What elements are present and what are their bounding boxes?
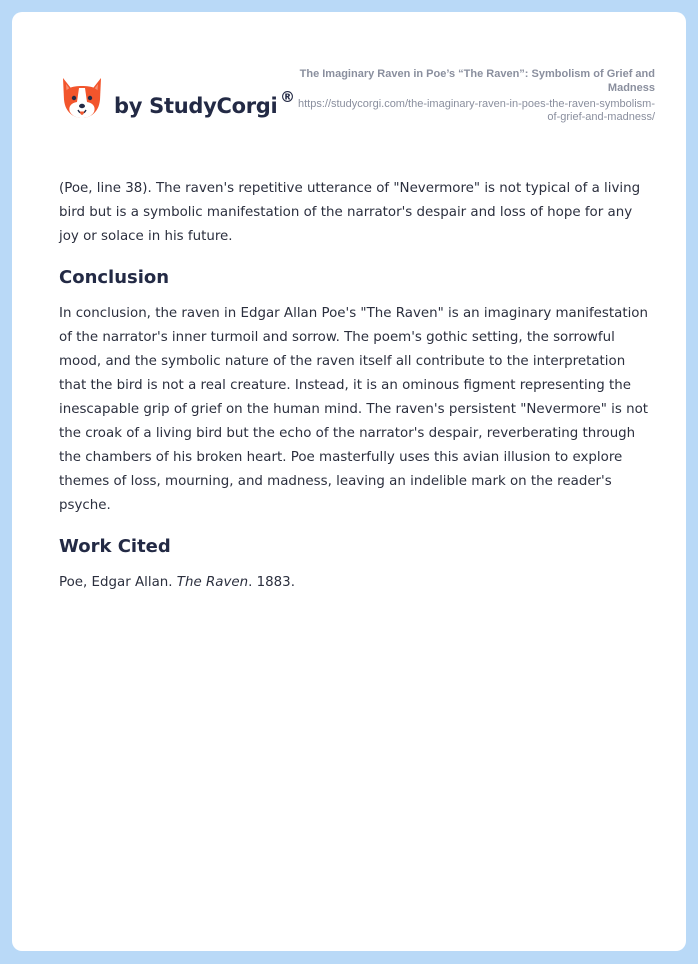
conclusion-heading: Conclusion [59,267,170,288]
corgi-icon [60,76,104,122]
citation-author: Poe, Edgar Allan. [59,575,177,590]
document-body [59,177,653,595]
logo-text: by StudyCorgi [114,94,278,118]
document-url[interactable]: https://studycorgi.com/the-imaginary-raven-in-poes-the-raven-symbolism-of-grief-and-madness/ [297,98,655,123]
intro-paragraph: (Poe, line 38). The raven's repetitive utterance of "Nevermore" is not typical of a living bird but is a symbolic manifestation of the narrator's despair and loss of hope for any joy or solace in his future. [59,181,641,244]
document-title: The Imaginary Raven in Poe’s “The Raven”: Symbolism of Grief and Madness [299,68,655,94]
works-cited-heading: Work Cited [59,536,171,557]
document-page [12,12,686,951]
citation-entry [59,571,653,595]
document-meta [295,67,655,124]
studycorgi-logo[interactable] [60,76,310,126]
conclusion-paragraph: In conclusion, the raven in Edgar Allan Poe's "The Raven" is an imaginary manifestation of the narrator's inner turmoil and sorrow. The poem's gothic setting, the sorrowful mood, and the symbolic nature of the raven itself all contribute to the interpretation that the bird is not a real creature. Instead, it is an ominous figment representing the inescapable grip of grief on the human mind. The raven's persistent "Nevermore" is not the croak of a living bird but the echo of the narrator's despair, reverberating through the chambers of his broken heart. Poe masterfully uses this avian illusion to explore themes of loss, mourning, and madness, leaving an indelible mark on the reader's psyche. [59,306,649,513]
citation-rest: . 1883. [248,575,295,590]
citation-title: The Raven [176,575,249,590]
page-header [12,12,686,152]
registered-mark: ® [280,88,295,106]
